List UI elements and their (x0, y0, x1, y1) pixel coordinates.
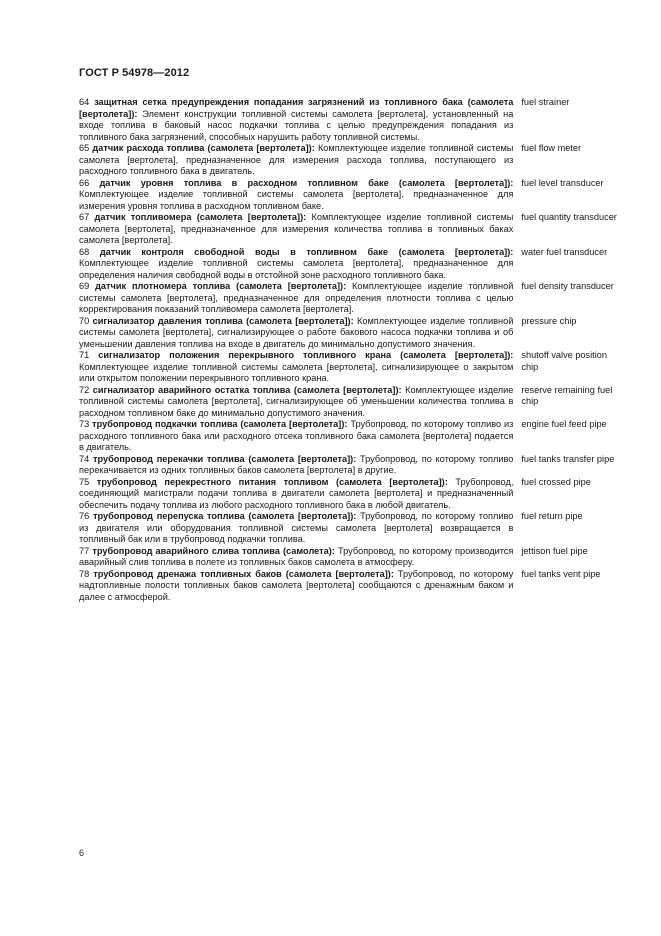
term-entry (79, 350, 619, 385)
term-entry (79, 281, 619, 316)
term-number: 71 (79, 350, 90, 360)
term-text (79, 385, 513, 420)
term-entry (79, 569, 619, 604)
term-number: 76 (79, 511, 90, 521)
document-header: ГОСТ Р 54978—2012 (79, 67, 190, 79)
term-number: 67 (79, 212, 90, 222)
term-definition: Элемент конструкции топливной системы самолета [вертолета], установленный на входе топлива в баковый насос подкачки топлива с целью предупреждения попадания из топливного бака загрязнений, способных нарушить работу топливной системы. (79, 108, 514, 142)
term-number: 70 (79, 315, 90, 326)
term-definition: Комплектующее изделие топливной системы самолета [вертолета], предназначенное для измерения уровня топлива в расходном топливном баке. (79, 189, 514, 211)
term-number: 69 (79, 281, 90, 291)
term-entry (79, 212, 619, 247)
term-definition: Комплектующее изделие топливной системы самолета [вертолета], предназначенное для измерения количества топлива в топливных баках самолета [вертолета]. (79, 212, 514, 245)
term-english: jettison fuel pipe (521, 545, 588, 556)
term-definition: Трубопровод, по которому топливо из расходного топливного бака или расходного отсека топливного бака самолета [вертолета] подается в двигатель. (79, 419, 514, 452)
term-english: fuel tanks vent pipe (521, 568, 601, 579)
term-entry (79, 477, 619, 512)
term-title: сигнализатор давления топлива (самолета [вертолета]): (92, 315, 354, 326)
term-number: 65 (79, 143, 90, 153)
term-english: fuel density transducer (521, 281, 614, 291)
term-number: 75 (79, 476, 90, 487)
term-entry (79, 247, 619, 282)
term-title: трубопровод перепуска топлива (самолета [вертолета]): (92, 511, 357, 521)
term-title: датчик расхода топлива (самолета [вертолета]): (92, 143, 315, 153)
term-definition: Трубопровод, по которому топливо перекачивается из одних топливных баков самолета [вертолета] в другие. (79, 453, 514, 475)
term-english: water fuel transducer (521, 246, 608, 257)
term-text (79, 419, 513, 454)
term-entry (79, 316, 619, 351)
term-title: сигнализатор аварийного остатка топлива (самолета [вертолета]): (92, 384, 402, 395)
term-title: датчик уровня топлива в расходном топливном баке (самолета [вертолета]): (99, 177, 514, 188)
term-english: reserve remaining fuel chip (521, 384, 613, 406)
term-text (79, 212, 513, 247)
term-english: fuel quantity transducer (521, 212, 617, 222)
term-title: трубопровод перекрестного питания топливом (самолета [вертолета]): (96, 476, 448, 487)
term-definition: Трубопровод, по которому топливо из двигателя или оборудования топливной системы самолета [вертолета] возвращается в топливный бак или в трубопровод подкачки топлива. (79, 511, 514, 544)
term-title: датчик контроля свободной воды в топливном баке (самолета [вертолета]): (99, 246, 514, 257)
term-english: shutoff valve position chip (521, 350, 607, 372)
term-text (79, 97, 513, 143)
term-text (79, 350, 513, 385)
term-text (79, 546, 513, 569)
term-definition: Трубопровод, соединяющий магистрали подачи топлива в двигатели самолета [вертолета] и предназначенный обеспечить подачу топлива из любого расходного топливного бака в любой двигатель. (79, 476, 514, 510)
term-definition: Комплектующее изделие топливной системы самолета [вертолета], сигнализирующее о работе бакового насоса подкачки топлива и об уменьшении давления топлива на входе в двигатель до минимально допустимого значения. (79, 315, 514, 349)
page-number: 6 (79, 848, 85, 858)
term-english: fuel tanks transfer pipe (521, 453, 615, 464)
term-title: трубопровод подкачки топлива (самолета [вертолета]): (92, 419, 348, 429)
term-entry (79, 143, 619, 178)
term-english: fuel flow meter (521, 143, 582, 153)
term-number: 78 (79, 568, 90, 579)
term-english: engine fuel feed pipe (521, 419, 607, 429)
term-entry (79, 511, 619, 546)
term-entry (79, 454, 619, 477)
term-text (79, 247, 513, 282)
term-title: сигнализатор положения перекрывного топливного крана (самолета [вертолета]): (98, 350, 514, 360)
term-number: 72 (79, 384, 90, 395)
term-number: 74 (79, 453, 90, 464)
term-text (79, 281, 513, 316)
term-text (79, 454, 513, 477)
term-text (79, 143, 513, 178)
term-text (79, 511, 513, 546)
term-english: pressure chip (521, 315, 577, 326)
term-title: датчик плотномера топлива (самолета [вертолета]): (95, 281, 347, 291)
term-text (79, 316, 513, 351)
term-number: 68 (79, 246, 90, 257)
term-number: 73 (79, 419, 90, 429)
terms-list (79, 97, 619, 603)
term-english: fuel strainer (521, 97, 570, 107)
term-definition: Комплектующее изделие топливной системы самолета [вертолета], предназначенное для определения плотности топлива с целью корректирования показаний топливомера самолета [вертолета]. (79, 281, 514, 314)
term-text (79, 569, 513, 604)
term-english: fuel crossed pipe (521, 476, 591, 487)
term-title: трубопровод аварийного слива топлива (самолета): (92, 545, 335, 556)
term-title: трубопровод перекачки топлива (самолета [вертолета]): (92, 453, 357, 464)
term-number: 64 (79, 97, 90, 107)
term-text (79, 477, 513, 512)
term-text (79, 178, 513, 213)
term-definition: Комплектующее изделие топливной системы самолета [вертолета], сигнализирующее об уменьшении количества топлива в расходном топливном баке до минимально допустимого значения. (79, 384, 514, 418)
term-number: 66 (79, 177, 90, 188)
term-title: защитная сетка предупреждения попадания загрязнений из топливного бака (самолета [вертолета]): (79, 97, 514, 119)
term-definition: Трубопровод, по которому надтопливные полости топливных баков самолета [вертолета] сообщаются с дренажным баком и далее с атмосферой. (79, 568, 514, 602)
term-definition: Трубопровод, по которому производится аварийный слив топлива в полете из топливных баков самолета в атмосферу. (79, 545, 514, 567)
term-entry (79, 385, 619, 420)
term-title: датчик топливомера (самолета [вертолета]): (94, 212, 307, 222)
term-english: fuel level transducer (521, 177, 604, 188)
term-entry (79, 178, 619, 213)
term-number: 77 (79, 545, 90, 556)
term-definition: Комплектующее изделие топливной системы самолета [вертолета], предназначенное для определения наличия свободной воды в отстойной зоне расходного топливного бака. (79, 258, 514, 280)
term-definition: Комплектующее изделие топливной системы самолета [вертолета], предназначенное для измерения расхода топлива, поступающего из расходного топливного бака в двигатель. (79, 143, 514, 176)
term-entry (79, 546, 619, 569)
term-definition: Комплектующее изделие топливной системы самолета [вертолета], сигнализирующее о закрытом или открытом положении перекрывного топливного крана. (79, 361, 514, 383)
term-title: трубопровод дренажа топливных баков (самолета [вертолета]): (93, 568, 394, 579)
term-english: fuel return pipe (521, 511, 583, 521)
term-entry (79, 419, 619, 454)
term-entry (79, 97, 619, 143)
